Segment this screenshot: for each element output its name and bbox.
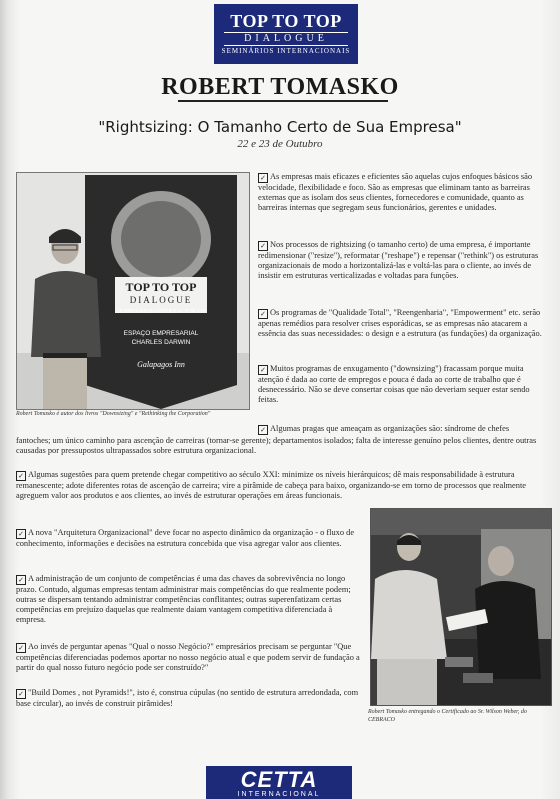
bullet-paragraph — [258, 172, 546, 213]
top-to-top-logo — [214, 4, 358, 64]
checkbox-icon: ✓ — [258, 309, 268, 319]
bullet-paragraph — [258, 308, 546, 339]
bullet-paragraph — [258, 240, 546, 281]
logo-line-3: SEMINÁRIOS INTERNACIONAIS — [221, 47, 351, 55]
checkbox-icon: ✓ — [258, 365, 268, 375]
photo1-caption: Robert Tomasko é autor dos livros "Downsizing" e "Rethinking the Corporation" — [16, 411, 211, 417]
paragraph-text: Algumas sugestões para quem pretende chegar competitivo ao século XXI: minimize os níveis hierárquicos; dê mais responsabilidade à estrutura remanescente; adote diferentes rotas de ascenção de carreira; vire a pirâmide de cabeça para baixo, organizando-se em torno de processos que realmente agreguem valor aos produtos e aos clientes, ao invés de estruturar operações em áreas funcionais. — [16, 470, 526, 500]
paragraph-text: A nova "Arquitetura Organizacional" deve focar no aspecto dinâmico da organização - o fluxo de conhecimento, informações e decisões na estrutura concebida que visa agregar valor aos clientes. — [16, 528, 355, 548]
banner-line-1: TOP TO TOP — [125, 280, 197, 294]
checkbox-icon: ✓ — [16, 689, 26, 699]
certificate-photo — [370, 508, 552, 706]
cetta-logo — [206, 766, 352, 799]
paragraph-text: Algumas pragas que ameaçam as organizações são: síndrome de chefes — [270, 424, 510, 433]
banner-line-4: ESPAÇO EMPRESARIAL — [123, 330, 199, 337]
bullet-paragraph — [258, 364, 546, 405]
cetta-logo-text: CETTA — [240, 767, 318, 792]
paragraph-continuation: fantoches; um único caminho para ascenção de carreiras (tornar-se gerente); departamentos isolados; falta de interesse genuíno pelos clientes, dentre outras causadas por pressupostos ultrapassados sobre estrutura organizacional. — [16, 436, 537, 455]
speaker-photo — [16, 172, 250, 410]
checkbox-icon: ✓ — [16, 471, 26, 481]
seminar-date: 22 e 23 de Outubro — [237, 138, 323, 150]
paragraph-text: A administração de um conjunto de competências é uma das chaves da sobrevivência no longo prazo. Contudo, algumas empresas tentam administrar mais competências do que realmente podem; outras se dispersam tentando administrar competências conflitantes; outras superenfatizam certas competências em prejuízo daquelas que realmente daiam vantagem competitiva diferenciada à empresa. — [16, 574, 351, 624]
checkbox-icon: ✓ — [258, 425, 268, 435]
logo-line-1: TOP TO TOP — [230, 11, 342, 31]
logo-line-2: DIALOGUE — [224, 32, 348, 46]
bullet-paragraph — [16, 688, 360, 709]
banner-line-5: CHARLES DARWIN — [131, 339, 191, 346]
checkbox-icon: ✓ — [258, 173, 268, 183]
paragraph-text: "Build Domes , not Pyramids!", isto é, construa cúpulas (no sentido de estrutura arredondada, com base circular), ao invés de construir pirâmides! — [16, 688, 359, 708]
bullet-paragraph — [16, 528, 360, 549]
paragraph-text: As empresas mais eficazes e eficientes são aquelas cujos enfoques básicos são velocidade, flexibilidade e foco. São as empresas que eliminam tanto as barreiras externas que as isolam dos seus clientes, fornecedores e comunidade, quanto as barreiras internas que segregam seus funcionários, gerentes e unidades. — [258, 172, 533, 212]
paragraph-text: Ao invés de perguntar apenas "Qual o nosso Negócio?" empresários precisam se perguntar "Que competências diferenciadas podemos aportar no nosso negócio atual e que podem servir de fundação a partir do qual nosso futuro negócio pode ser construído?" — [16, 642, 360, 672]
checkbox-icon: ✓ — [16, 643, 26, 653]
speaker-name: ROBERT TOMASKO — [161, 74, 399, 100]
certificate-photo-illustration — [371, 509, 551, 705]
speaker-photo-illustration — [17, 173, 249, 409]
title-rule — [178, 100, 388, 102]
bullet-paragraph — [16, 574, 360, 625]
banner-line-6: Galapagos Inn — [137, 360, 185, 369]
banner-line-2: DIALOGUE — [129, 295, 193, 305]
banner-line-3: SEMINÁRIOS INTERNACIONAIS — [116, 309, 206, 315]
bullet-paragraph — [16, 642, 360, 673]
bullet-paragraph — [16, 470, 546, 501]
paragraph-text: Os programas de "Qualidade Total", "Reengenharia", "Empowerment" etc. serão apenas remédios para resolver crises esporádicas, se as empresas não atacarem a essência das suas necessidades: o design e a estrutura (as fundações) da organização. — [258, 308, 542, 338]
checkbox-icon: ✓ — [16, 575, 26, 585]
checkbox-icon: ✓ — [258, 241, 268, 251]
seminar-title: "Rightsizing: O Tamanho Certo de Sua Empresa" — [98, 118, 462, 136]
paragraph-text: Muitos programas de enxugamento ("downsizing") fracassam porque muita atenção é dada ao corte de empregos e pouca é dada ao corte de trabalho que é desnecessário. Não se deve consertar coisas que não deveriam sequer estar sendo feitas. — [258, 364, 530, 404]
cetta-logo-subtext: INTERNACIONAL — [237, 791, 321, 798]
photo2-caption: Robert Tomasko entregando o Certificado ao Sr. Wilson Weber, do CEBRACO — [368, 709, 527, 723]
paragraph-text: Nos processos de rightsizing (o tamanho certo) de uma empresa, é importante redimensionar ("resize"), reformatar ("reshape") e repensar ("rethink") os estruturas organizacionais de modo a horizontalizá-las e voltá-las para o cliente, ao invés de insistir em estruturas verticalizadas e voltadas para funções. — [258, 240, 539, 280]
bullet-paragraph — [258, 424, 546, 435]
checkbox-icon: ✓ — [16, 529, 26, 539]
